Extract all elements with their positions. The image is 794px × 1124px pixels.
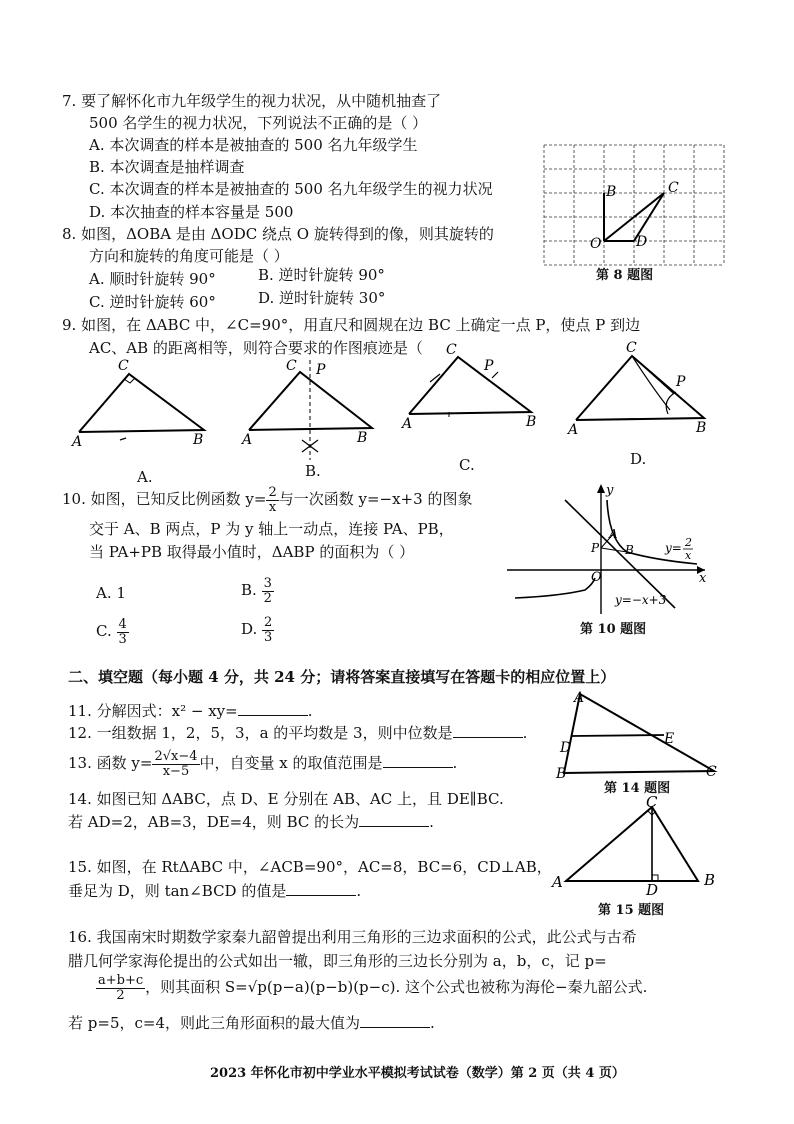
- q10-option-d: D. $\frac{2}{3}$: [241, 615, 273, 645]
- svg-text:y: y: [606, 483, 614, 498]
- section-2-heading: 二、填空题（每小题 4 分，共 24 分；请将答案直接填写在答题卡的相应位置上）: [68, 668, 616, 686]
- svg-text:B: B: [193, 432, 204, 448]
- q8-caption: 第 8 题图: [596, 268, 654, 283]
- svg-text:B: B: [625, 543, 634, 557]
- q12: 12. 一组数据 1，2，5，3，a 的平均数是 3，则中位数是 .: [68, 724, 528, 742]
- q10-stem-line2: 交于 A、B 两点，P 为 y 轴上一动点，连接 PA、PB，: [89, 520, 454, 538]
- q10-option-b: B. $\frac{3}{2}$: [241, 576, 272, 606]
- svg-text:C: C: [446, 342, 457, 358]
- q11: 11. 分解因式：x² − xy= .: [68, 702, 313, 720]
- q16-line3: $\frac{a+b+c}{2}$ ，则其面积 S=√p(p−a)(p−b)(p−c). 这个公式也被称为海伦−秦九韶公式.: [98, 973, 648, 1003]
- q10-fraction: $\frac{2}{x}$: [268, 485, 277, 515]
- svg-text:A: A: [574, 690, 585, 706]
- q7-option-b: B. 本次调查是抽样调查: [89, 158, 245, 176]
- q10-graph: [505, 480, 715, 618]
- svg-text:A: A: [402, 416, 413, 432]
- svg-text:A: A: [242, 432, 253, 448]
- q9-figure-b: [240, 358, 372, 460]
- q9-figure-c: [400, 342, 536, 432]
- q9-stem-line2: AC、AB 的距离相等，则符合要求的作图痕迹是（: [89, 339, 423, 357]
- page-footer: 2023 年怀化市初中学业水平模拟考试试卷（数学）第 2 页（共 4 页）: [210, 1066, 625, 1081]
- q8-option-d: D. 逆时针旋转 30°: [258, 289, 386, 307]
- q9-option-c: C.: [459, 456, 475, 474]
- svg-text:C: C: [646, 793, 658, 811]
- svg-text:2: 2: [685, 536, 692, 549]
- q9-option-d: D.: [630, 450, 647, 468]
- q10-option-a: A. 1: [96, 584, 126, 602]
- svg-text:A: A: [552, 873, 563, 891]
- svg-text:A: A: [568, 422, 579, 438]
- q13: 13. 函数 y= $\frac{2√x-4}{x-5}$ 中，自变量 x 的取值范围是 .: [68, 749, 458, 779]
- q8-label-b: B: [606, 184, 617, 200]
- q15-stem-line2: 垂足为 D，则 tan∠BCD 的值是 .: [68, 882, 362, 900]
- q10-stem-line3: 当 PA+PB 取得最小值时，ΔABP 的面积为（ ）: [89, 543, 415, 561]
- q9-figure-a: [70, 358, 204, 450]
- svg-text:P: P: [676, 374, 686, 390]
- svg-text:P: P: [591, 541, 600, 555]
- q8-label-d: D: [636, 234, 648, 250]
- svg-text:x: x: [685, 549, 692, 562]
- q15-caption: 第 15 题图: [598, 903, 665, 918]
- q9-option-b: B.: [305, 462, 321, 480]
- svg-text:B: B: [556, 766, 567, 782]
- svg-text:P: P: [316, 362, 326, 378]
- svg-text:E: E: [664, 731, 675, 747]
- svg-text:D: D: [646, 881, 659, 899]
- svg-text:B: B: [696, 420, 707, 436]
- q10-caption: 第 10 题图: [580, 622, 647, 637]
- q14-stem-line2: 若 AD=2，AB=3，DE=4，则 BC 的长为 .: [68, 813, 434, 831]
- q9-option-a: A.: [137, 468, 153, 486]
- svg-text:y=−x+3: y=−x+3: [615, 593, 667, 607]
- q7-option-c: C. 本次调查的样本是被抽查的 500 名九年级学生的视力状况: [89, 180, 493, 198]
- svg-text:B: B: [357, 430, 368, 446]
- q7-option-a: A. 本次调查的样本是被抽查的 500 名九年级学生: [89, 136, 418, 154]
- svg-text:O: O: [591, 570, 602, 585]
- svg-text:P: P: [484, 358, 494, 374]
- q7-stem-line1: 7. 要了解怀化市九年级学生的视力状况，从中随机抽查了: [62, 92, 442, 110]
- svg-text:C: C: [706, 764, 717, 780]
- q8-stem-line1: 8. 如图，ΔOBA 是由 ΔODC 绕点 O 旋转得到的像，则其旋转的: [62, 225, 494, 243]
- svg-text:D: D: [560, 740, 572, 756]
- q8-label-c: C: [668, 180, 679, 196]
- q14-stem-line1: 14. 如图已知 ΔABC，点 D、E 分别在 AB、AC 上，且 DE∥BC.: [68, 790, 504, 808]
- q16-line1: 16. 我国南宋时期数学家秦九韶曾提出利用三角形的三边求面积的公式，此公式与古希: [68, 928, 637, 946]
- q8-option-c: C. 逆时针旋转 60°: [89, 293, 216, 311]
- q15-figure: [548, 793, 728, 899]
- q15-stem-line1: 15. 如图，在 RtΔABC 中，∠ACB=90°，AC=8，BC=6，CD⊥AB，: [68, 858, 552, 876]
- svg-text:B: B: [526, 414, 537, 430]
- q7-stem-line2: 500 名学生的视力状况，下列说法不正确的是（ ）: [89, 114, 428, 132]
- q9-stem-line1: 9. 如图，在 ΔABC 中，∠C=90°，用直尺和圆规在边 BC 上确定一点 P，使点 P 到边: [62, 316, 641, 334]
- q8-option-a: A. 顺时针旋转 90°: [89, 270, 216, 288]
- q10-stem-line1: 10. 如图，已知反比例函数 y= $\frac{2}{x}$ 与一次函数 y=−x+3 的图象: [62, 485, 473, 515]
- q8-label-o: O: [590, 236, 602, 252]
- q7-option-d: D. 本次抽查的样本容量是 500: [89, 203, 294, 221]
- svg-text:C: C: [286, 358, 297, 374]
- svg-text:A: A: [609, 527, 618, 541]
- svg-text:B: B: [704, 871, 716, 889]
- q9-figure-d: [566, 340, 706, 438]
- q10-option-c: C. $\frac{4}{3}$: [96, 617, 127, 647]
- q16-line2: 腊几何学家海伦提出的公式如出一辙，即三角形的三边长分别为 a，b，c，记 p=: [68, 952, 607, 970]
- svg-text:y=: y=: [665, 541, 682, 555]
- svg-text:A: A: [72, 434, 83, 450]
- svg-text:x: x: [699, 571, 707, 586]
- q14-figure: [554, 688, 729, 780]
- q8-figure: [540, 140, 730, 275]
- q8-stem-line2: 方向和旋转的角度可能是（ ）: [89, 247, 289, 265]
- q16-line4: 若 p=5，c=4，则此三角形面积的最大值为 .: [68, 1014, 435, 1032]
- q14-caption: 第 14 题图: [604, 781, 671, 796]
- svg-text:C: C: [118, 358, 129, 374]
- q8-option-b: B. 逆时针旋转 90°: [258, 266, 385, 284]
- svg-text:C: C: [626, 340, 637, 356]
